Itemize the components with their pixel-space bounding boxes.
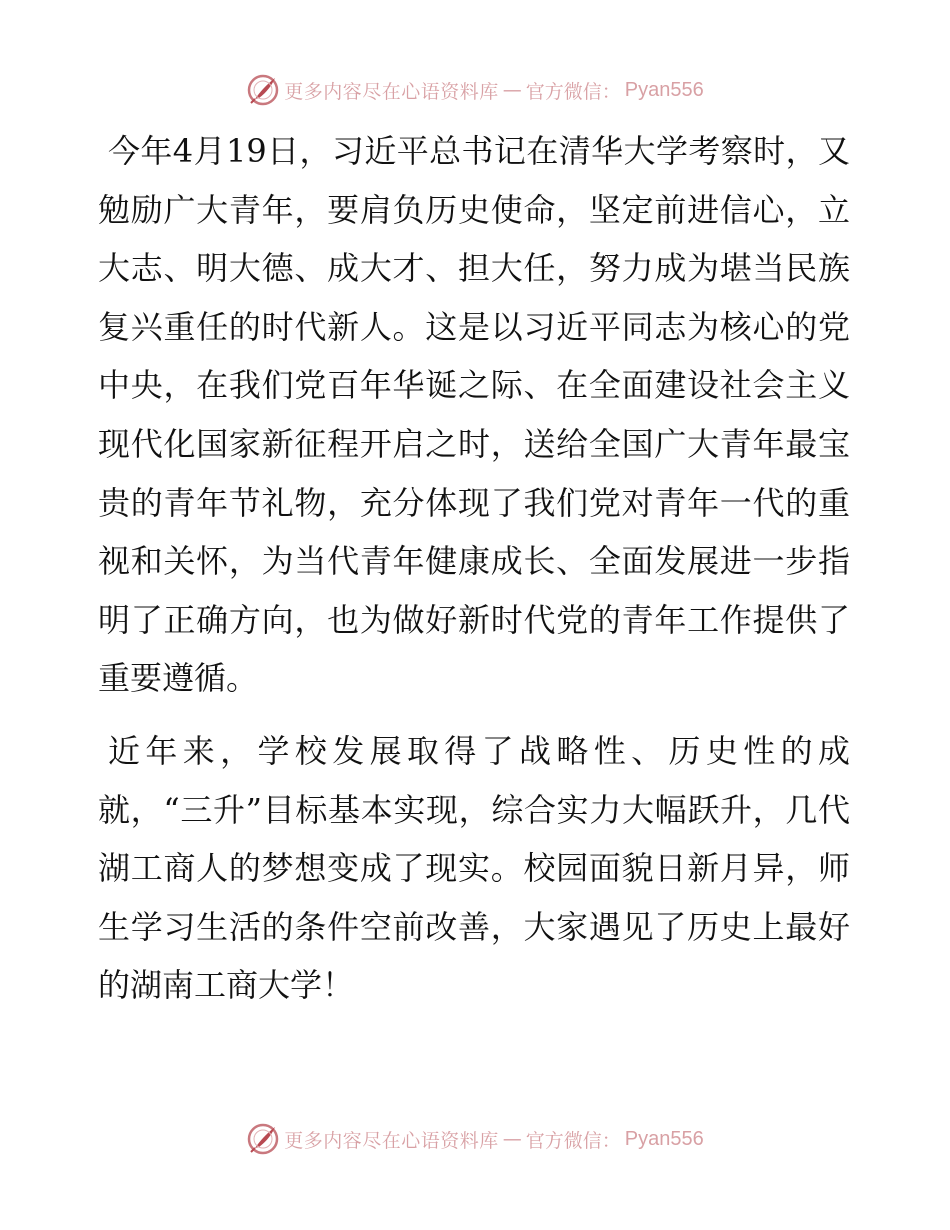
- header-watermark-content: [246, 73, 704, 107]
- banner-dash: —: [502, 1128, 522, 1150]
- document-body: [98, 122, 850, 1015]
- paragraph-2: 近年来，学校发展取得了战略性、历史性的成就，“三升”目标基本实现，综合实力大幅跃升，几代湖工商人的梦想变成了现实。校园面貌日新月异，师生学习生活的条件空前改善，大家遇见了历史上最好的湖南工商大学！: [98, 731, 850, 1005]
- banner-dash: —: [502, 79, 522, 101]
- footer-watermark-content: [246, 1122, 704, 1156]
- header-watermark-banner: [0, 70, 950, 110]
- quill-logo-icon: [246, 73, 280, 107]
- banner-wechat-id: Pyan556: [624, 1127, 704, 1150]
- banner-official-label: 官方微信：: [525, 1129, 621, 1152]
- footer-watermark-banner: [0, 1119, 950, 1159]
- banner-site-text: 更多内容尽在心语资料库: [284, 1129, 499, 1152]
- banner-wechat-id: Pyan556: [624, 78, 704, 101]
- paragraph-1: 今年4月19日，习近平总书记在清华大学考察时，又勉励广大青年，要肩负历史使命，坚定前进信心，立大志、明大德、成大才、担大任，努力成为堪当民族复兴重任的时代新人。这是以习近平同志为核心的党中央，在我们党百年华诞之际、在全面建设社会主义现代化国家新征程开启之时，送给全国广大青年最宝贵的青年节礼物，充分体现了我们党对青年一代的重视和关怀，为当代青年健康成长、全面发展进一步指明了正确方向，也为做好新时代党的青年工作提供了重要遵循。: [98, 132, 850, 698]
- banner-official-label: 官方微信：: [525, 80, 621, 103]
- quill-logo-icon: [246, 1122, 280, 1156]
- banner-site-text: 更多内容尽在心语资料库: [284, 80, 499, 103]
